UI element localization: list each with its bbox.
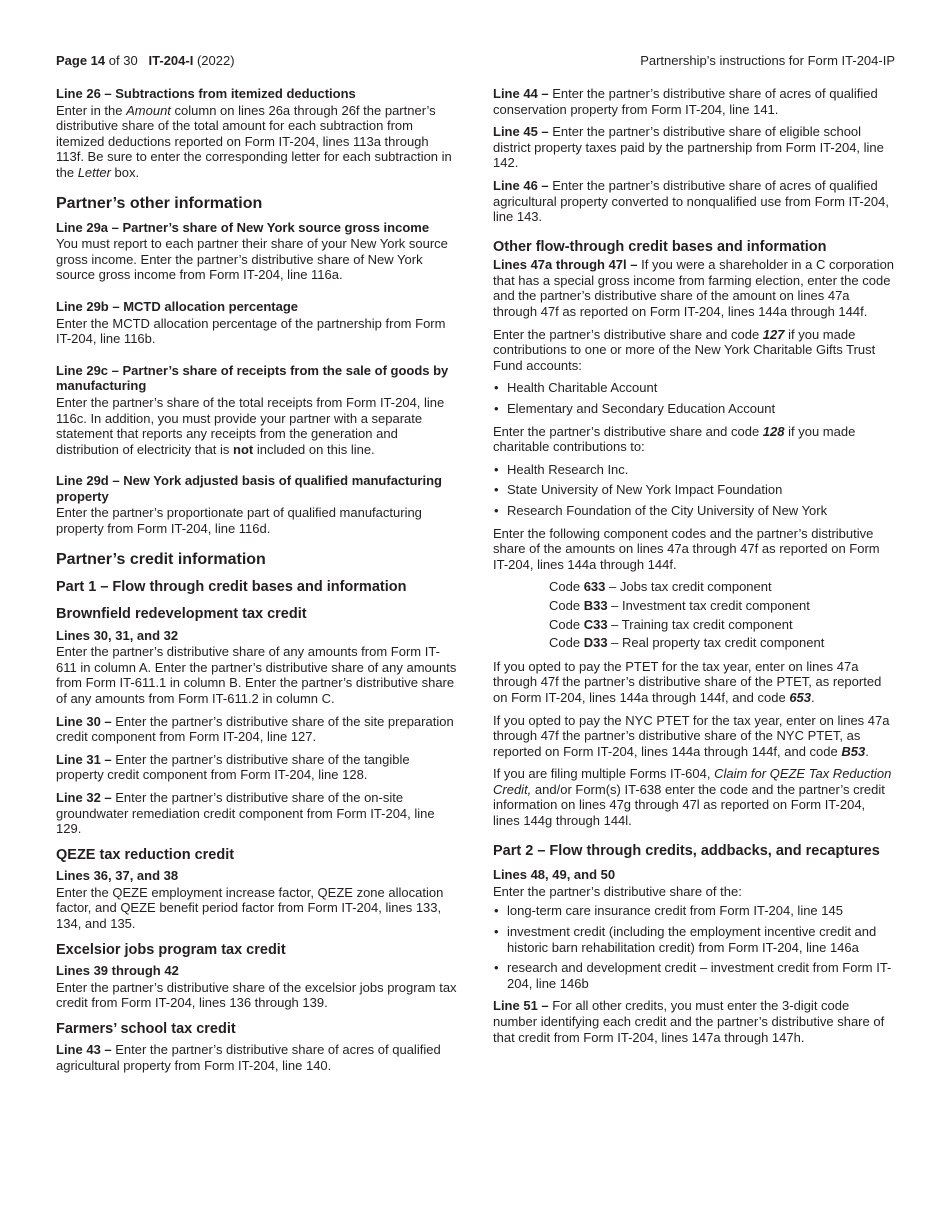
code127-list	[493, 380, 895, 416]
line29a-heading: Line 29a – Partner’s share of New York source gross income	[56, 219, 430, 235]
line29b-text: Enter the MCTD allocation percentage of the partnership from Form IT-204, line 116b.	[56, 315, 446, 347]
line30-text: Line 30 – Enter the partner’s distributive share of the site preparation credit component from Form IT-204, line 127.	[56, 713, 454, 745]
list-item: • Elementary and Secondary Education Account	[493, 401, 895, 417]
code127-text: Enter the partner’s distributive share and code 127 if you made contributions to one or more of the New York Charitable Gifts Trust Fund accounts:	[493, 326, 876, 373]
lines30-32-heading: Lines 30, 31, and 32	[56, 627, 179, 643]
lines30-32-text: Enter the partner’s distributive share of any amounts from Form IT-611 in column A. Enter the partner’s distributive share of any amounts from Form IT-611.1 in column B. Enter the partner’s distributive share of any amounts from Form IT-611.2 in column C.	[56, 644, 457, 707]
list-item: • investment credit (including the employment incentive credit and historic barn rehabilitation credit) from Form IT-204, line 146a	[493, 924, 895, 955]
lines36-38-text: Enter the QEZE employment increase factor, QEZE zone allocation factor, and QEZE benefit period factor from Form IT-204, lines 133, 134, and 135.	[56, 884, 444, 932]
line26-text: Enter in the Amount column on lines 26a through 26f the partner’s distributive share of the total amount for each subtraction from itemized deductions reported on Form IT-204, lines 113a through 113f. Be sure to enter the corresponding letter for each subtraction in the Letter box.	[56, 102, 452, 180]
line29c-heading: Line 29c – Partner’s share of receipts from the sale of goods by manufacturing	[56, 362, 449, 394]
other-flow-through-heading: Other flow-through credit bases and information	[493, 238, 827, 255]
list-item: • State University of New York Impact Foundation	[493, 482, 895, 498]
lines36-38-heading: Lines 36, 37, and 38	[56, 868, 179, 884]
lines48-50-list	[493, 903, 895, 991]
line29d-heading: Line 29d – New York adjusted basis of qualified manufacturing property	[56, 473, 442, 504]
lines39-42-text: Enter the partner’s distributive share of the excelsior jobs program tax credit from Form IT-204, lines 136 through 139.	[56, 979, 457, 1011]
component-codes-text: Enter the following component codes and the partner’s distributive share of the amounts on lines 47a through 47f as reported on Form IT-204, lines 144a through 144f.	[493, 525, 880, 572]
line29d-text: Enter the partner’s proportionate part of qualified manufacturing property from Form IT-204, line 116d.	[56, 505, 422, 537]
code128-text: Enter the partner’s distributive share and code 128 if you made charitable contributions to:	[493, 423, 856, 455]
line43-text: Line 43 – Enter the partner’s distributive share of acres of qualified agricultural property from Form IT-204, line 140.	[56, 1042, 441, 1074]
line29c-text: Enter the partner’s share of the total receipts from Form IT-204, line 116c. In addition, you must provide your partner with a separate statement that reports any receipts from the generation and distribution of electricity that is not included on this line.	[56, 394, 445, 457]
line31-text: Line 31 – Enter the partner’s distributive share of the tangible property credit component from Form IT-204, line 128.	[56, 751, 410, 783]
list-item: • Health Charitable Account	[493, 380, 895, 396]
list-item: • long-term care insurance credit from Form IT-204, line 145	[493, 903, 895, 919]
line26-heading: Line 26 – Subtractions from itemized deductions	[56, 86, 356, 101]
line29b-heading: Line 29b – MCTD allocation percentage	[56, 298, 298, 314]
list-item: • Research Foundation of the City University of New York	[493, 503, 895, 519]
line51-text: Line 51 – For all other credits, you must enter the 3-digit code number identifying each credit and the partner’s distributive share of that credit from Form IT-204, lines 147a through 147h.	[493, 998, 885, 1045]
code-row: Code 633 – Jobs tax credit component	[549, 579, 772, 595]
line46-text: Line 46 – Enter the partner’s distributive share of acres of qualified agricultural property converted to nonqualified use from Form IT-204, line 143.	[493, 177, 889, 225]
ptet-text: If you opted to pay the PTET for the tax year, enter on lines 47a through 47f the partner’s distributive share of the PTET, as reported on Form IT-204, lines 144a through 144f, and code 653.	[493, 658, 882, 705]
right-column	[493, 86, 895, 1052]
qeze-heading: QEZE tax reduction credit	[56, 846, 235, 863]
brownfield-heading: Brownfield redevelopment tax credit	[56, 606, 307, 623]
farmers-heading: Farmers’ school tax credit	[56, 1020, 236, 1037]
part2-heading: Part 2 – Flow through credits, addbacks, and recaptures	[493, 842, 880, 859]
nyc-ptet-text: If you opted to pay the NYC PTET for the tax year, enter on lines 47a through 47f the partner’s distributive share of the NYC PTET, as reported on Form IT-204, lines 144a through 144f, and code B53.	[493, 712, 890, 759]
lines48-50-text: Enter the partner’s distributive share of the:	[493, 883, 742, 899]
page-number: Page 14 of 30 IT-204-I (2022)	[56, 53, 235, 68]
partners-credit-info-heading: Partner’s credit information	[56, 550, 266, 568]
lines39-42-heading: Lines 39 through 42	[56, 963, 179, 979]
code128-list	[493, 462, 895, 519]
line45-text: Line 45 – Enter the partner’s distributive share of eligible school district property taxes paid by the partnership from Form IT-204, line 142.	[493, 124, 884, 171]
left-column	[56, 86, 458, 1081]
line29a-text: You must report to each partner their share of your New York source gross income. Enter the partner’s distributive share of New York source gross income from Form IT-204, line 116a.	[56, 236, 448, 283]
line32-text: Line 32 – Enter the partner’s distributive share of the on-site groundwater remediation credit component from Form IT-204, line 129.	[56, 790, 435, 837]
code-row: Code C33 – Training tax credit component	[549, 616, 793, 632]
list-item: • research and development credit – investment credit from Form IT-204, line 146b	[493, 960, 895, 991]
header-title: Partnership’s instructions for Form IT-204-IP	[640, 53, 895, 68]
line44-text: Line 44 – Enter the partner’s distributive share of acres of qualified conservation property from Form IT-204, line 141.	[493, 86, 878, 117]
multiple-forms-text: If you are filing multiple Forms IT-604, Claim for QEZE Tax Reduction Credit, and/or Form(s) IT-638 enter the code and the partner’s credit information on lines 47g through 47l as reported on Form IT-204, lines 144g through 144l.	[493, 766, 892, 829]
part1-heading: Part 1 – Flow through credit bases and information	[56, 578, 407, 595]
component-codes-list	[549, 579, 895, 650]
excelsior-heading: Excelsior jobs program tax credit	[56, 941, 286, 958]
lines47-text: Lines 47a through 47l – If you were a shareholder in a C corporation that has a special gross income from farming election, enter the code and the partner’s distributive share of the amount on lines 47a through 47f as reported on Form IT-204, lines 144a through 144f.	[493, 257, 895, 320]
list-item: • Health Research Inc.	[493, 462, 895, 478]
code-row: Code B33 – Investment tax credit component	[549, 597, 810, 613]
lines48-50-heading: Lines 48, 49, and 50	[493, 867, 616, 883]
form-id: IT-204-I	[148, 53, 194, 68]
code-row: Code D33 – Real property tax credit component	[549, 635, 825, 651]
partners-other-info-heading: Partner’s other information	[56, 194, 263, 212]
